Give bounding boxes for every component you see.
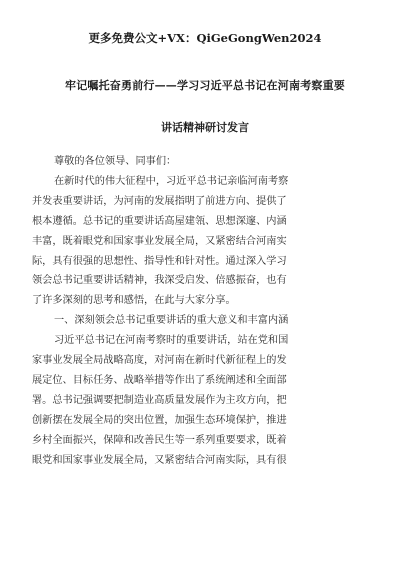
body-line: 并发表重要讲话，为河南的发展指明了前进方向、提供了 (32, 195, 287, 207)
body-line: 署。总书记强调要把制造业高质量发展作为主攻方向，把 (32, 394, 287, 406)
salutation: 尊敬的各位领导、同事们： (54, 156, 177, 167)
document-subtitle: 讲话精神研讨发言 (161, 121, 249, 134)
body-line: 丰富，既着眼党和国家事业发展全局，又紧密结合河南实 (32, 235, 287, 247)
body-line: 创新摆在发展全局的突出位置，加强生态环境保护，推进 (32, 414, 287, 426)
page-header: 更多免费公文+VX：QiGeGongWen2024 (88, 31, 322, 45)
body-line: 习近平总书记在河南考察时的重要讲话，站在党和国 (54, 335, 289, 347)
body-paragraphs (32, 172, 380, 471)
body-line: 了许多深刻的思考和感悟，在此与大家分享。 (32, 295, 236, 307)
body-line: 展定位、目标任务、战略举措等作出了系统阐述和全面部 (32, 374, 287, 386)
body-line: 际，具有很强的思想性、指导性和针对性。通过深入学习 (32, 255, 287, 267)
body-line: 家事业发展全局战略高度，对河南在新时代新征程上的发 (32, 355, 287, 367)
document-title: 牢记嘱托奋勇前行——学习习近平总书记在河南考察重要 (65, 79, 345, 92)
body-line: 在新时代的伟大征程中，习近平总书记亲临河南考察 (54, 175, 289, 187)
body-line: 一、深刻领会总书记重要讲话的重大意义和丰富内涵 (54, 315, 289, 327)
body-line: 眼党和国家事业发展全局，又紧密结合河南实际，具有很 (32, 454, 287, 466)
body-line: 乡村全面振兴，保障和改善民生等一系列重要要求，既着 (32, 434, 287, 446)
document-body (32, 152, 380, 471)
body-line: 领会总书记重要讲话精神，我深受启发、倍感振奋，也有 (32, 275, 287, 287)
body-line: 根本遵循。总书记的重要讲话高屋建瓴、思想深邃、内涵 (32, 215, 287, 227)
